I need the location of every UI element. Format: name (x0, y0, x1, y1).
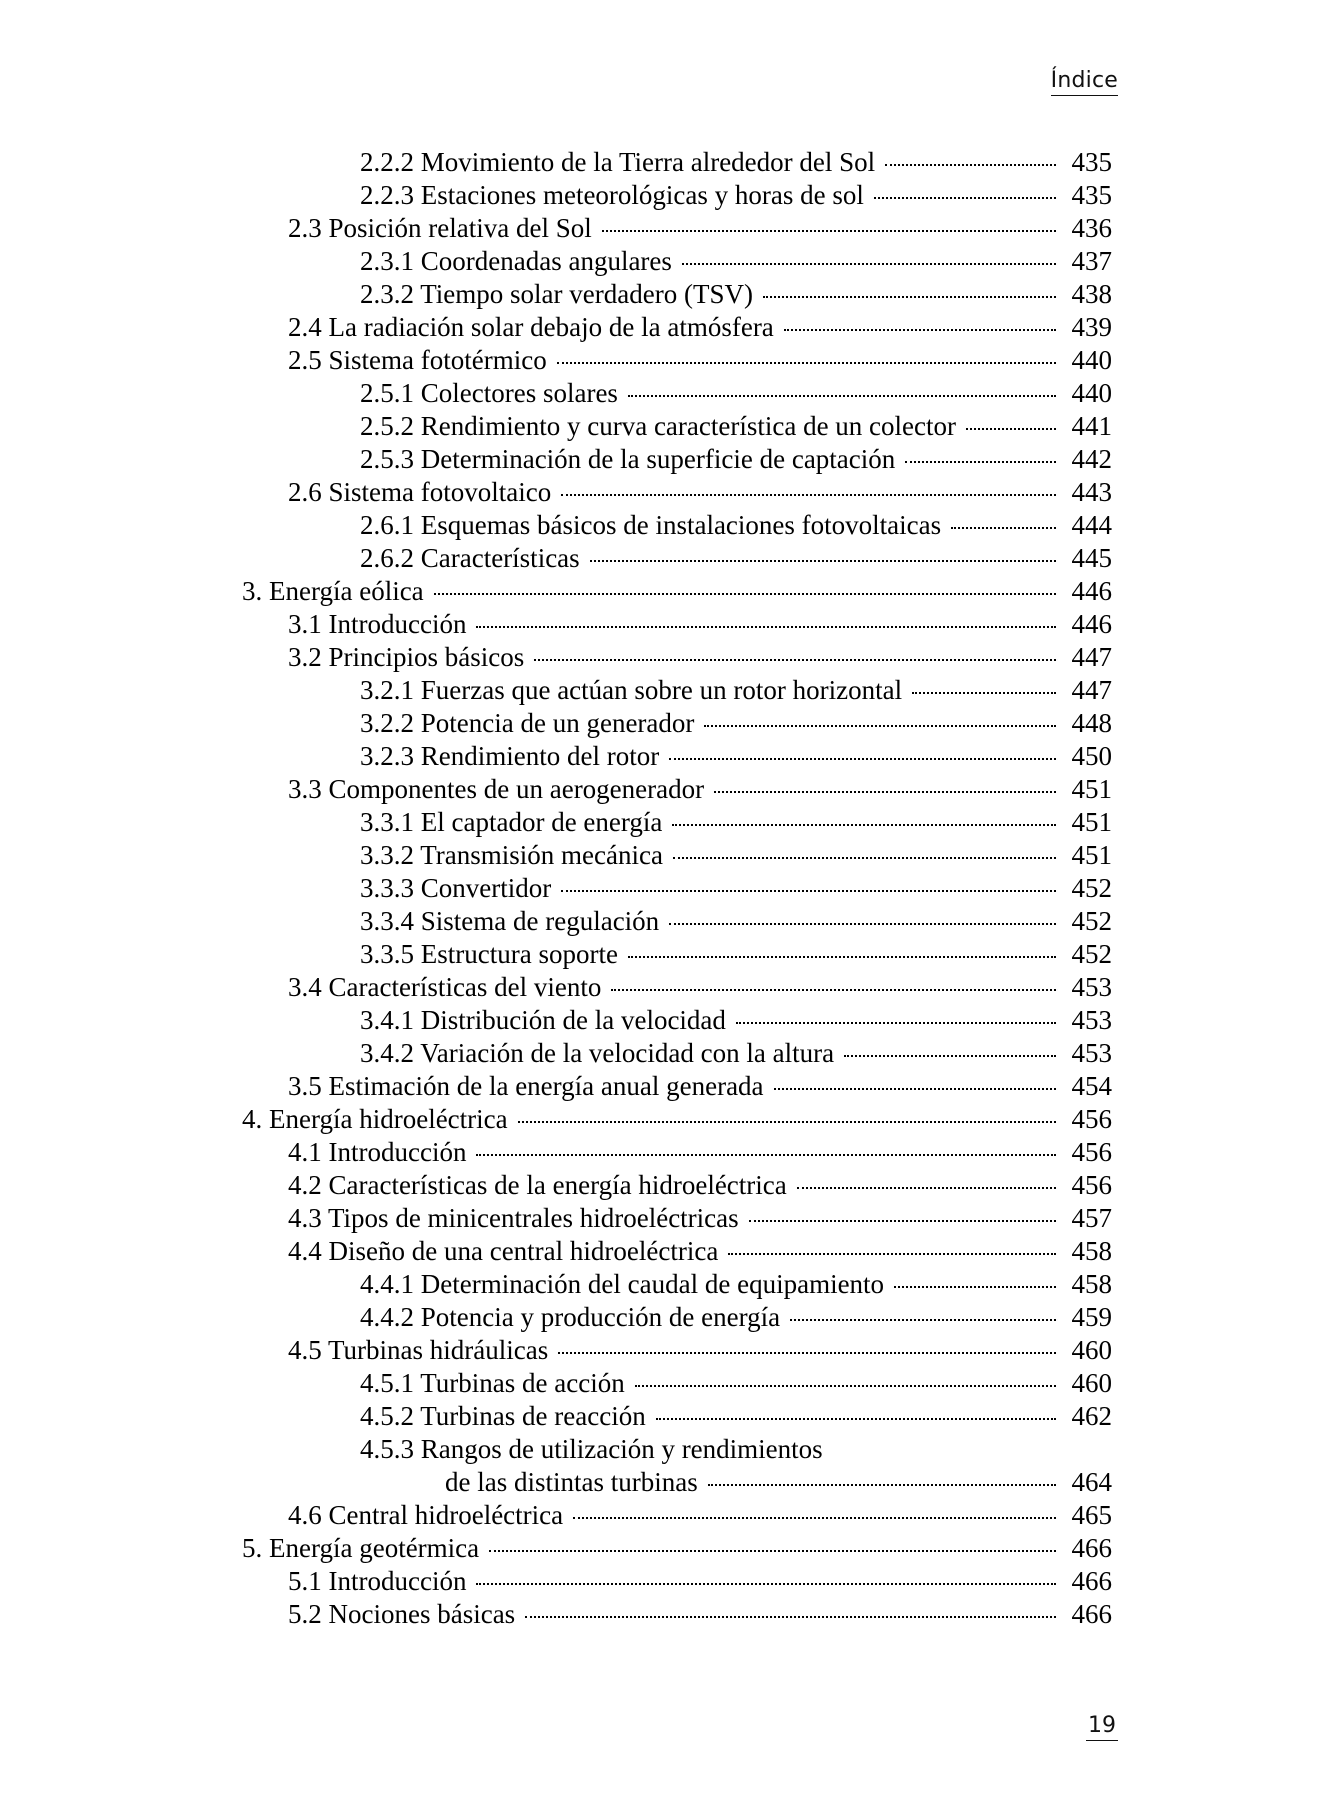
toc-entry-page: 437 (1071, 246, 1112, 276)
dot-leader (656, 1418, 1056, 1420)
toc-entry-title: 3.5 Estimación de la energía anual generada (288, 1071, 764, 1101)
toc-entry-title: 4.5.2 Turbinas de reacción (360, 1401, 646, 1431)
dot-leader (489, 1550, 1056, 1552)
toc-entry (360, 839, 1112, 872)
toc-entry-title: de las distintas turbinas (445, 1467, 698, 1497)
dot-leader (790, 1319, 1056, 1321)
toc-entry-title: 2.6.2 Características (360, 543, 580, 573)
toc-entry-page: 459 (1071, 1302, 1112, 1332)
toc-entry-page: 441 (1071, 411, 1112, 441)
dot-leader (573, 1517, 1056, 1519)
toc-entry-page: 456 (1071, 1104, 1112, 1134)
toc-entry-title: 4. Energía hidroeléctrica (242, 1104, 508, 1134)
toc-entry-title: 3.4 Características del viento (288, 972, 602, 1002)
toc-entry (360, 377, 1112, 410)
dot-leader (611, 989, 1056, 991)
toc-entry-title: 3.2.1 Fuerzas que actúan sobre un rotor horizontal (360, 675, 903, 705)
toc-entry-page: 451 (1071, 774, 1112, 804)
running-header: Índice (1051, 68, 1118, 96)
dot-leader (561, 494, 1056, 496)
toc-entry-page: 440 (1071, 378, 1112, 408)
toc-entry (288, 1202, 1112, 1235)
toc-entry-title: 5.1 Introducción (288, 1566, 467, 1596)
toc-entry-title: 2.3.2 Tiempo solar verdadero (TSV) (360, 279, 753, 309)
toc-entry-title: 3.3.3 Convertidor (360, 873, 552, 903)
toc-entry (288, 641, 1112, 674)
dot-leader (669, 923, 1056, 925)
toc-entry-page: 453 (1071, 1038, 1112, 1068)
dot-leader (844, 1055, 1056, 1057)
toc-entry-page: 447 (1071, 642, 1112, 672)
toc-entry-title: 2.2.3 Estaciones meteorológicas y horas de sol (360, 180, 864, 210)
dot-leader (557, 362, 1056, 364)
toc-entry-title: 3.3.2 Transmisión mecánica (360, 840, 663, 870)
toc-entry-page: 446 (1071, 609, 1112, 639)
toc-entry-title: 4.5.3 Rangos de utilización y rendimientos (360, 1434, 823, 1464)
toc-entry (360, 905, 1112, 938)
toc-entry (360, 1004, 1112, 1037)
toc-entry-page: 460 (1071, 1368, 1112, 1398)
dot-leader (602, 230, 1056, 232)
toc-entry (288, 1334, 1112, 1367)
toc-entry-title: 4.4.1 Determinación del caudal de equipamiento (360, 1269, 885, 1299)
toc-entry (242, 1103, 1112, 1136)
toc-entry-title: 4.1 Introducción (288, 1137, 467, 1167)
toc-entry-page: 435 (1071, 180, 1112, 210)
toc-entry (445, 1466, 1112, 1499)
toc-entry-title: 3. Energía eólica (242, 576, 424, 606)
dot-leader (518, 1121, 1056, 1123)
toc-entry-page: 446 (1071, 576, 1112, 606)
dot-leader (704, 725, 1056, 727)
toc-entry (288, 476, 1112, 509)
toc-entry-page: 453 (1071, 972, 1112, 1002)
toc-entry-title: 2.5.2 Rendimiento y curva característica de un colector (360, 411, 957, 441)
toc-entry-title: 2.3.1 Coordenadas angulares (360, 246, 672, 276)
toc-entry-title: 4.4.2 Potencia y producción de energía (360, 1302, 781, 1332)
toc-entry-page: 462 (1071, 1401, 1112, 1431)
dot-leader (749, 1220, 1056, 1222)
toc-entry (360, 740, 1112, 773)
toc-entry (360, 806, 1112, 839)
dot-leader (669, 758, 1056, 760)
toc-entry (360, 707, 1112, 740)
toc-entry (288, 1235, 1112, 1268)
toc-entry (288, 212, 1112, 245)
dot-leader (966, 428, 1056, 430)
toc-entry-title: 4.3 Tipos de minicentrales hidroeléctricas (288, 1203, 739, 1233)
toc-entry-title: 4.5.1 Turbinas de acción (360, 1368, 625, 1398)
dot-leader (672, 824, 1056, 826)
toc-entry-page: 460 (1071, 1335, 1112, 1365)
dot-leader (558, 1352, 1056, 1354)
toc-entry-title: 3.3.4 Sistema de regulación (360, 906, 660, 936)
toc-entry (360, 938, 1112, 971)
toc-entry (288, 608, 1112, 641)
dot-leader (951, 527, 1056, 529)
toc-entry (288, 344, 1112, 377)
toc-entry-title: 2.6.1 Esquemas básicos de instalaciones fotovoltaicas (360, 510, 942, 540)
dot-leader (525, 1616, 1056, 1618)
dot-leader (628, 395, 1056, 397)
toc-entry-page: 466 (1071, 1599, 1112, 1629)
toc-entry-page: 466 (1071, 1533, 1112, 1563)
toc-entry-page: 452 (1071, 906, 1112, 936)
toc-entry (360, 509, 1112, 542)
dot-leader (590, 560, 1056, 562)
toc-entry-page: 464 (1071, 1467, 1112, 1497)
dot-leader (774, 1088, 1056, 1090)
dot-leader (476, 1154, 1056, 1156)
toc-entry-page: 451 (1071, 840, 1112, 870)
dot-leader (673, 857, 1056, 859)
toc-entry-title: 3.2.3 Rendimiento del rotor (360, 741, 660, 771)
toc-entry-page: 438 (1071, 279, 1112, 309)
toc-entry-title: 3.2 Principios básicos (288, 642, 525, 672)
toc-entry-page: 443 (1071, 477, 1112, 507)
dot-leader (534, 659, 1056, 661)
toc-entry (360, 1301, 1112, 1334)
toc-entry (288, 1499, 1112, 1532)
toc-entry-page: 453 (1071, 1005, 1112, 1035)
toc-entry-page: 456 (1071, 1170, 1112, 1200)
toc-entry (360, 872, 1112, 905)
toc-entry-page: 447 (1071, 675, 1112, 705)
dot-leader (885, 164, 1056, 166)
toc-entry (360, 1400, 1112, 1433)
toc-entry-title: 3.2.2 Potencia de un generador (360, 708, 695, 738)
toc-entry-page: 448 (1071, 708, 1112, 738)
dot-leader (628, 956, 1056, 958)
toc-entry (360, 1367, 1112, 1400)
toc-entry (288, 1565, 1112, 1598)
toc-entry-page: 454 (1071, 1071, 1112, 1101)
toc-entry-title: 2.5.3 Determinación de la superficie de captación (360, 444, 896, 474)
toc-entry (360, 1037, 1112, 1070)
toc-entry (360, 1268, 1112, 1301)
toc-entry-title: 2.2.2 Movimiento de la Tierra alrededor del Sol (360, 147, 876, 177)
toc-entry-page: 436 (1071, 213, 1112, 243)
dot-leader (434, 593, 1056, 595)
toc-entry (288, 773, 1112, 806)
toc-entry-page: 445 (1071, 543, 1112, 573)
toc-entry-title: 3.3.5 Estructura soporte (360, 939, 618, 969)
toc-entry (360, 1433, 1112, 1466)
toc-entry-page: 439 (1071, 312, 1112, 342)
toc-entry (360, 410, 1112, 443)
toc-entry (360, 278, 1112, 311)
dot-leader (714, 791, 1056, 793)
dot-leader (736, 1022, 1056, 1024)
dot-leader (561, 890, 1056, 892)
toc-entry-page: 444 (1071, 510, 1112, 540)
dot-leader (708, 1484, 1056, 1486)
dot-leader (635, 1385, 1056, 1387)
toc-entry-page: 465 (1071, 1500, 1112, 1530)
toc-entry-title: 3.3 Componentes de un aerogenerador (288, 774, 705, 804)
toc-entry-page: 452 (1071, 873, 1112, 903)
dot-leader (763, 296, 1056, 298)
toc-entry (288, 1169, 1112, 1202)
toc-entry-title: 2.5.1 Colectores solares (360, 378, 618, 408)
toc-entry (288, 1136, 1112, 1169)
toc-entry-title: 3.1 Introducción (288, 609, 467, 639)
toc-entry-page: 451 (1071, 807, 1112, 837)
toc-entry (360, 146, 1112, 179)
toc-entry-title: 3.3.1 El captador de energía (360, 807, 663, 837)
toc-entry-page: 457 (1071, 1203, 1112, 1233)
dot-leader (784, 329, 1056, 331)
toc-entry-title: 4.2 Características de la energía hidroeléctrica (288, 1170, 787, 1200)
toc-entry-title: 3.4.1 Distribución de la velocidad (360, 1005, 726, 1035)
toc-entry-title: 2.3 Posición relativa del Sol (288, 213, 592, 243)
toc-entry (360, 443, 1112, 476)
page-number: 19 (1086, 1713, 1118, 1741)
toc-entry (288, 1070, 1112, 1103)
dot-leader (894, 1286, 1056, 1288)
toc-entry-title: 5. Energía geotérmica (242, 1533, 480, 1563)
toc-entry (360, 179, 1112, 212)
toc-entry (360, 245, 1112, 278)
toc-entry (288, 311, 1112, 344)
dot-leader (905, 461, 1056, 463)
toc-entry-title: 2.4 La radiación solar debajo de la atmósfera (288, 312, 774, 342)
toc-entry-page: 458 (1071, 1269, 1112, 1299)
toc-entry-title: 2.5 Sistema fototérmico (288, 345, 547, 375)
dot-leader (797, 1187, 1056, 1189)
toc-entry-page: 440 (1071, 345, 1112, 375)
toc-entry-title: 3.4.2 Variación de la velocidad con la altura (360, 1038, 835, 1068)
toc-entry-page: 452 (1071, 939, 1112, 969)
toc-entry-title: 5.2 Nociones básicas (288, 1599, 516, 1629)
toc-entry-page: 458 (1071, 1236, 1112, 1266)
dot-leader (728, 1253, 1056, 1255)
dot-leader (682, 263, 1056, 265)
toc-entry (288, 1598, 1112, 1631)
toc-entry-title: 4.4 Diseño de una central hidroeléctrica (288, 1236, 719, 1266)
toc-entry-page: 450 (1071, 741, 1112, 771)
dot-leader (476, 626, 1056, 628)
toc-entry (360, 542, 1112, 575)
toc-entry-page: 466 (1071, 1566, 1112, 1596)
toc-entry (242, 1532, 1112, 1565)
toc-entry-title: 4.5 Turbinas hidráulicas (288, 1335, 549, 1365)
toc-entry (360, 674, 1112, 707)
toc-entry-title: 4.6 Central hidroeléctrica (288, 1500, 564, 1530)
toc-entry-page: 435 (1071, 147, 1112, 177)
toc-entry-page: 456 (1071, 1137, 1112, 1167)
toc-entry (288, 971, 1112, 1004)
dot-leader (912, 692, 1056, 694)
dot-leader (874, 197, 1056, 199)
toc-entry (242, 575, 1112, 608)
toc-entry-page: 442 (1071, 444, 1112, 474)
dot-leader (476, 1583, 1056, 1585)
toc-entry-title: 2.6 Sistema fotovoltaico (288, 477, 552, 507)
